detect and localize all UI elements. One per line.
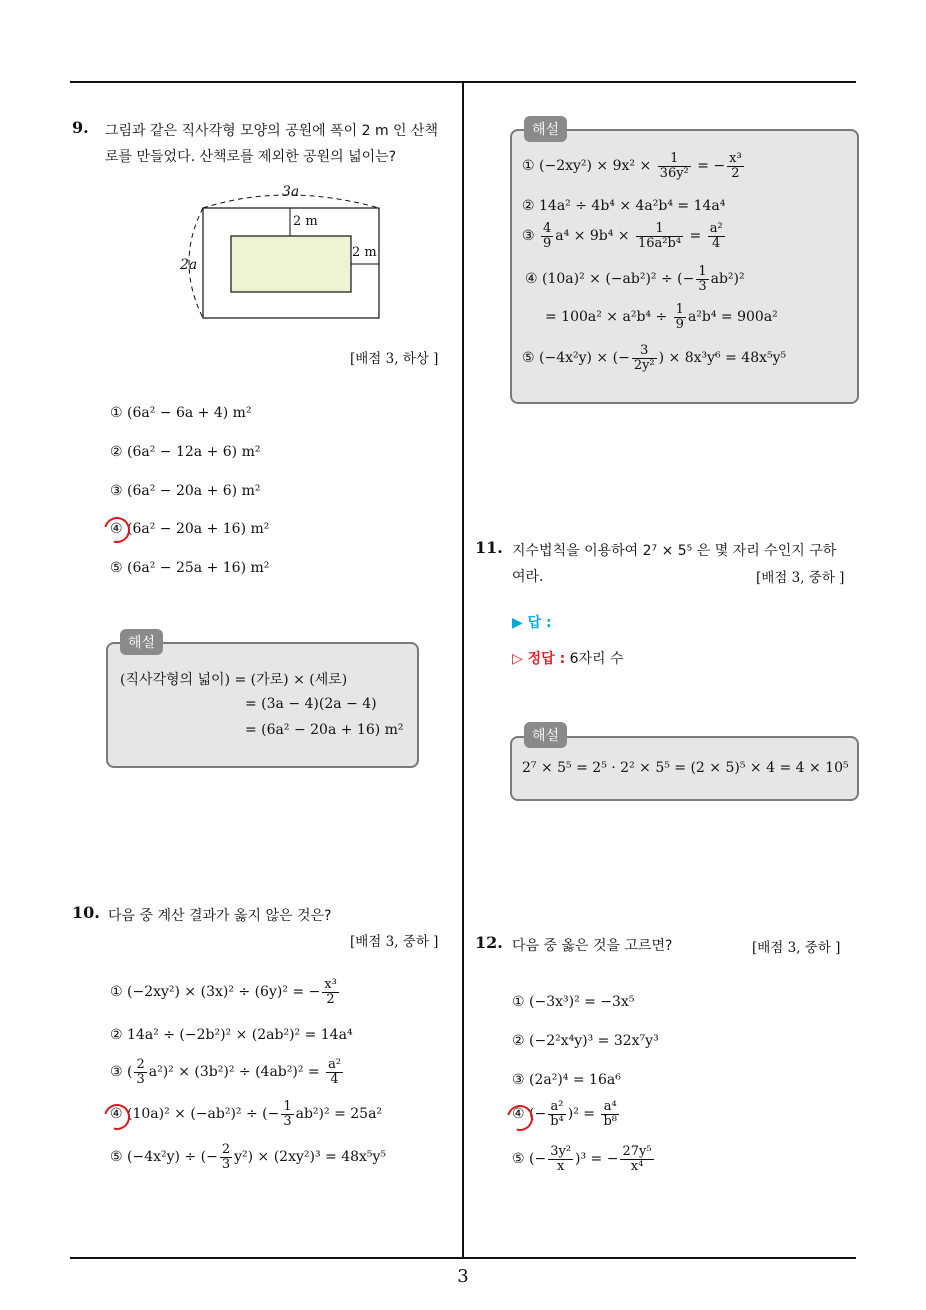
q10-option-4[interactable] bbox=[110, 1100, 382, 1128]
q10-text: 다음 중 계산 결과가 옳지 않은 것은? bbox=[108, 908, 332, 924]
sol10-l6-post: ) × 8x³y⁶ = 48x⁵y⁵ bbox=[658, 350, 787, 367]
q9-score: [배점 3, 하상 ] bbox=[350, 351, 439, 367]
denominator: 3 bbox=[698, 278, 707, 294]
sol10-line6 bbox=[522, 344, 786, 372]
fraction bbox=[727, 152, 744, 180]
fraction bbox=[326, 1058, 343, 1086]
q9-text-line1: 그림과 같은 직사각형 모양의 공원에 폭이 2 m 인 산책 bbox=[105, 123, 439, 139]
denominator: 9 bbox=[543, 235, 552, 251]
q12-number: 12. bbox=[475, 933, 503, 952]
q11-correct-label: ▷ 정답 : bbox=[512, 651, 566, 667]
fraction bbox=[322, 978, 339, 1006]
q11-solution-tag: 해설 bbox=[524, 722, 567, 748]
q11-score: [배점 3, 중하 ] bbox=[756, 570, 845, 586]
fraction bbox=[548, 1145, 573, 1173]
sol10-l4-post: ab²)² bbox=[710, 271, 745, 288]
figure-top-label: 3a bbox=[282, 184, 300, 200]
sol10-line5 bbox=[545, 303, 778, 331]
q12-option-3[interactable]: ③ (2a²)⁴ = 16a⁶ bbox=[512, 1072, 621, 1088]
denominator: x bbox=[556, 1158, 565, 1174]
numerator: 1 bbox=[698, 264, 707, 279]
denominator: 36y² bbox=[659, 165, 689, 181]
answer-mark-icon bbox=[99, 512, 135, 548]
figure-path-right-label: 2 m bbox=[352, 245, 377, 260]
denominator: b⁴ bbox=[550, 1113, 564, 1129]
q12-option-5[interactable] bbox=[512, 1145, 656, 1173]
fraction bbox=[541, 222, 553, 250]
q9-option-3[interactable]: ③ (6a² − 20a + 6) m² bbox=[110, 483, 261, 499]
denominator: 3 bbox=[283, 1113, 292, 1129]
figure-side-label: 2a bbox=[180, 257, 198, 273]
fraction bbox=[601, 1100, 619, 1128]
sol10-line4 bbox=[525, 265, 745, 293]
q10-opt3-pre: ③ bbox=[110, 1064, 123, 1081]
q9-option-4[interactable]: ④ (6a² − 20a + 16) m² bbox=[110, 521, 270, 537]
q11-text-line2: 여라. bbox=[512, 569, 544, 585]
q12-opt5-pre: ⑤ (− bbox=[512, 1151, 547, 1168]
fraction bbox=[674, 303, 686, 331]
denominator: 3 bbox=[221, 1156, 231, 1172]
numerator: a² bbox=[709, 221, 723, 236]
inner-rectangle bbox=[231, 236, 351, 292]
denominator: 4 bbox=[330, 1071, 339, 1087]
q11-correct-answer bbox=[512, 648, 624, 668]
numerator: 3y² bbox=[550, 1144, 572, 1159]
sol10-l3-eq: = bbox=[689, 228, 702, 245]
denominator: 4 bbox=[712, 235, 721, 251]
numerator: 2 bbox=[136, 1057, 145, 1072]
q12-opt4-pre: ④ (− bbox=[512, 1106, 547, 1123]
numerator: 1 bbox=[658, 152, 691, 167]
q10-opt5-pre: ⑤ (−4x²y) ÷ (− bbox=[110, 1149, 218, 1166]
denominator: 2 bbox=[731, 165, 740, 181]
fraction bbox=[636, 222, 683, 250]
fraction bbox=[220, 1143, 232, 1171]
denominator: 3 bbox=[136, 1071, 145, 1087]
denominator: x⁴ bbox=[630, 1158, 644, 1174]
numerator: 1 bbox=[675, 302, 684, 317]
q10-opt5-post: y²) × (2xy²)³ = 48x⁵y⁵ bbox=[234, 1149, 387, 1166]
sol10-l3-pre: ③ bbox=[522, 228, 535, 245]
sol10-line1 bbox=[522, 152, 746, 180]
numerator: 1 bbox=[636, 222, 683, 237]
q9-text-line2: 로를 만들었다. 산책로를 제외한 공원의 넓이는? bbox=[105, 149, 397, 165]
fraction bbox=[658, 152, 691, 180]
q9-option-1[interactable]: ① (6a² − 6a + 4) m² bbox=[110, 405, 252, 421]
denominator: 2 bbox=[326, 991, 335, 1007]
sol10-l4-pre: ④ (10a)² × (−ab²)² ÷ (− bbox=[525, 271, 695, 288]
sol10-l5-post: a²b⁴ = 900a² bbox=[687, 309, 778, 326]
q9-solution-line1: (직사각형의 넓이) = (가로) × (세로) bbox=[120, 672, 348, 688]
q11-answer-label: ▶ 답 : bbox=[512, 615, 552, 631]
q12-option-1[interactable]: ① (−3x³)² = −3x⁵ bbox=[512, 994, 635, 1010]
q10-number: 10. bbox=[72, 903, 100, 922]
numerator: x³ bbox=[324, 977, 337, 992]
fraction bbox=[632, 344, 657, 372]
denominator: 2y² bbox=[633, 357, 655, 373]
sol10-line2: ② 14a² ÷ 4b⁴ × 4a²b⁴ = 14a⁴ bbox=[522, 198, 726, 214]
q12-score: [배점 3, 중하 ] bbox=[752, 940, 841, 956]
q9-option-2[interactable]: ② (6a² − 12a + 6) m² bbox=[110, 444, 261, 460]
fraction bbox=[134, 1058, 146, 1086]
q11-number: 11. bbox=[475, 538, 503, 557]
q10-option-3[interactable]: ③ ( $\frac{2}{3}$ a²)² × (3b²)² ÷ (4ab²)² = $\frac{\text{a²}}{4}$ bbox=[110, 1057, 342, 1087]
q10-opt1-text: ① (−2xy²) × (3x)² ÷ (6y)² = − bbox=[110, 984, 321, 1001]
figure-path-top-label: 2 m bbox=[293, 214, 318, 229]
sol10-l6-pre: ⑤ (−4x²y) × (− bbox=[522, 350, 630, 367]
q11-text-line1: 지수법칙을 이용하여 2⁷ × 5⁵ 은 몇 자리 수인지 구하 bbox=[512, 543, 837, 559]
bottom-rule bbox=[70, 1257, 856, 1259]
fraction bbox=[620, 1145, 653, 1173]
sol10-l5-pre: = 100a² × a²b⁴ ÷ bbox=[545, 309, 668, 326]
fraction bbox=[708, 222, 725, 250]
numerator: a⁴ bbox=[601, 1100, 619, 1115]
q10-option-5[interactable] bbox=[110, 1143, 386, 1171]
q10-opt4-pre: ④ (10a)² × (−ab²)² ÷ (− bbox=[110, 1106, 280, 1123]
numerator: 4 bbox=[543, 221, 552, 236]
fraction bbox=[281, 1100, 293, 1128]
q9-solution-tag: 해설 bbox=[120, 629, 163, 655]
denominator: 9 bbox=[675, 316, 684, 332]
numerator: a² bbox=[328, 1057, 342, 1072]
q10-opt4-post: ab²)² = 25a² bbox=[295, 1106, 383, 1123]
q12-text: 다음 중 옳은 것을 고르면? bbox=[512, 938, 673, 954]
q11-solution-line1: 2⁷ × 5⁵ = 2⁵ · 2² × 5⁵ = (2 × 5)⁵ × 4 = 4 × 10⁵ bbox=[522, 760, 849, 776]
fraction bbox=[548, 1100, 566, 1128]
page-number: 3 bbox=[457, 1266, 469, 1287]
q10-score: [배점 3, 중하 ] bbox=[350, 934, 439, 950]
q10-solution-tag: 해설 bbox=[524, 116, 567, 142]
q12-opt5-mid: )³ = − bbox=[575, 1151, 619, 1168]
q9-solution-line3: = (6a² − 20a + 16) m² bbox=[245, 722, 404, 738]
q11-correct-value: 6자리 수 bbox=[569, 651, 624, 667]
fraction bbox=[696, 265, 708, 293]
denominator: b⁸ bbox=[603, 1113, 618, 1129]
q9-solution-line2: = (3a − 4)(2a − 4) bbox=[245, 696, 377, 712]
q9-option-5[interactable]: ⑤ (6a² − 25a + 16) m² bbox=[110, 560, 270, 576]
q10-opt3-mid: a²)² × (3b²)² ÷ (4ab²)² = bbox=[148, 1064, 320, 1081]
numerator: x³ bbox=[729, 151, 742, 166]
column-divider bbox=[462, 81, 464, 1259]
sol10-line3 bbox=[522, 222, 727, 250]
numerator: a² bbox=[548, 1100, 566, 1115]
q10-option-2[interactable]: ② 14a² ÷ (−2b²)² × (2ab²)² = 14a⁴ bbox=[110, 1027, 353, 1043]
numerator: 2 bbox=[221, 1142, 231, 1157]
numerator: 27y⁵ bbox=[622, 1144, 652, 1159]
q12-option-2[interactable]: ② (−2²x⁴y)³ = 32x⁷y³ bbox=[512, 1033, 659, 1049]
q10-option-1[interactable] bbox=[110, 978, 341, 1006]
sol10-l3-mid: a⁴ × 9b⁴ × bbox=[555, 228, 630, 245]
sol10-l1-pre: ① (−2xy²) × 9x² × bbox=[522, 158, 652, 175]
q9-number: 9. bbox=[72, 118, 89, 137]
sol10-l1-mid: = − bbox=[697, 158, 726, 175]
numerator: 3 bbox=[632, 344, 657, 359]
denominator: 16a²b⁴ bbox=[638, 235, 682, 251]
q12-opt4-mid: )² = bbox=[567, 1106, 596, 1123]
numerator: 1 bbox=[283, 1099, 292, 1114]
